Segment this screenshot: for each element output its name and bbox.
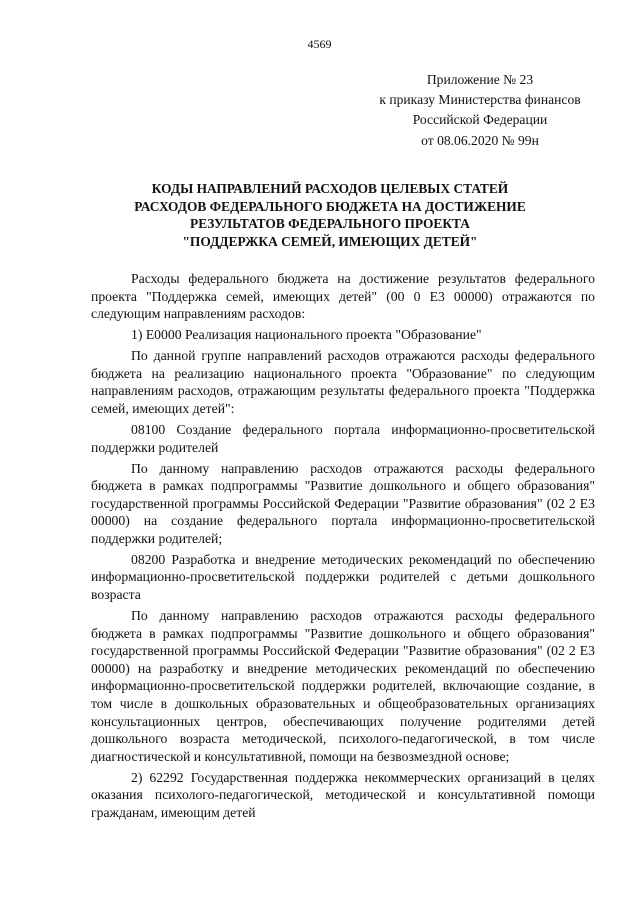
document-body: [91, 270, 595, 825]
paragraph: 08100 Создание федерального портала информационно-просветительской поддержки родителей: [91, 421, 595, 455]
title-line: КОДЫ НАПРАВЛЕНИЙ РАСХОДОВ ЦЕЛЕВЫХ СТАТЕЙ: [151, 181, 509, 196]
appendix-header: [340, 70, 620, 151]
paragraph: 1) Е0000 Реализация национального проекта "Образование": [131, 327, 482, 343]
paragraph: По данному направлению расходов отражаются расходы федерального бюджета в рамках подпрограммы "Развитие дошкольного и общего образования" государственной программы Российской Федерации "Развитие образования" (02 2 Е3 00000) на создание федерального портала информационно-просветительской поддержки родителей;: [91, 460, 595, 546]
appendix-line: от 08.06.2020 № 99н: [421, 132, 539, 148]
paragraph: 2) 62292 Государственная поддержка некоммерческих организаций в целях оказания психолого-педагогической, методической и консультативной помощи гражданам, имеющим детей: [91, 769, 595, 820]
title-line: РАСХОДОВ ФЕДЕРАЛЬНОГО БЮДЖЕТА НА ДОСТИЖЕНИЕ: [134, 198, 526, 214]
page-number: 4569: [307, 37, 332, 51]
title-line: РЕЗУЛЬТАТОВ ФЕДЕРАЛЬНОГО ПРОЕКТА: [190, 216, 470, 232]
paragraph: Расходы федерального бюджета на достижение результатов федерального проекта "Поддержка семей, имеющих детей" (00 0 Е3 00000) отражаются по следующим направлениям расходов:: [91, 271, 595, 322]
appendix-line: к приказу Министерства финансов: [379, 92, 581, 108]
paragraph: По данному направлению расходов отражаются расходы федерального бюджета в рамках подпрограммы "Развитие дошкольного и общего образования" государственной программы Российской Федерации "Развитие образования" (02 2 Е3 00000) на разработку и внедрение методических рекомендаций по обеспечению информационно-просветительской поддержки родителей, включающие создание, в том числе в дошкольных образовательных и общеобразовательных организациях консультационных центров, обеспечивающих получение родителями детей дошкольного возраста методической, психолого-педагогической, в том числе диагностической и консультативной, помощи на безвозмездной основе;: [91, 608, 595, 764]
appendix-line: Российской Федерации: [412, 112, 548, 128]
paragraph: По данной группе направлений расходов отражаются расходы федерального бюджета на реализацию национального проекта "Образование" по следующим направлениям расходов, отражающим результаты федерального проекта "Поддержка семей, имеющих детей":: [91, 348, 595, 416]
appendix-line: Приложение № 23: [426, 72, 534, 87]
document-title: [60, 180, 600, 250]
paragraph: 08200 Разработка и внедрение методических рекомендаций по обеспечению информационно-просветительской поддержки родителей с детьми дошкольного возраста: [91, 551, 595, 603]
title-line: "ПОДДЕРЖКА СЕМЕЙ, ИМЕЮЩИХ ДЕТЕЙ": [182, 233, 478, 249]
